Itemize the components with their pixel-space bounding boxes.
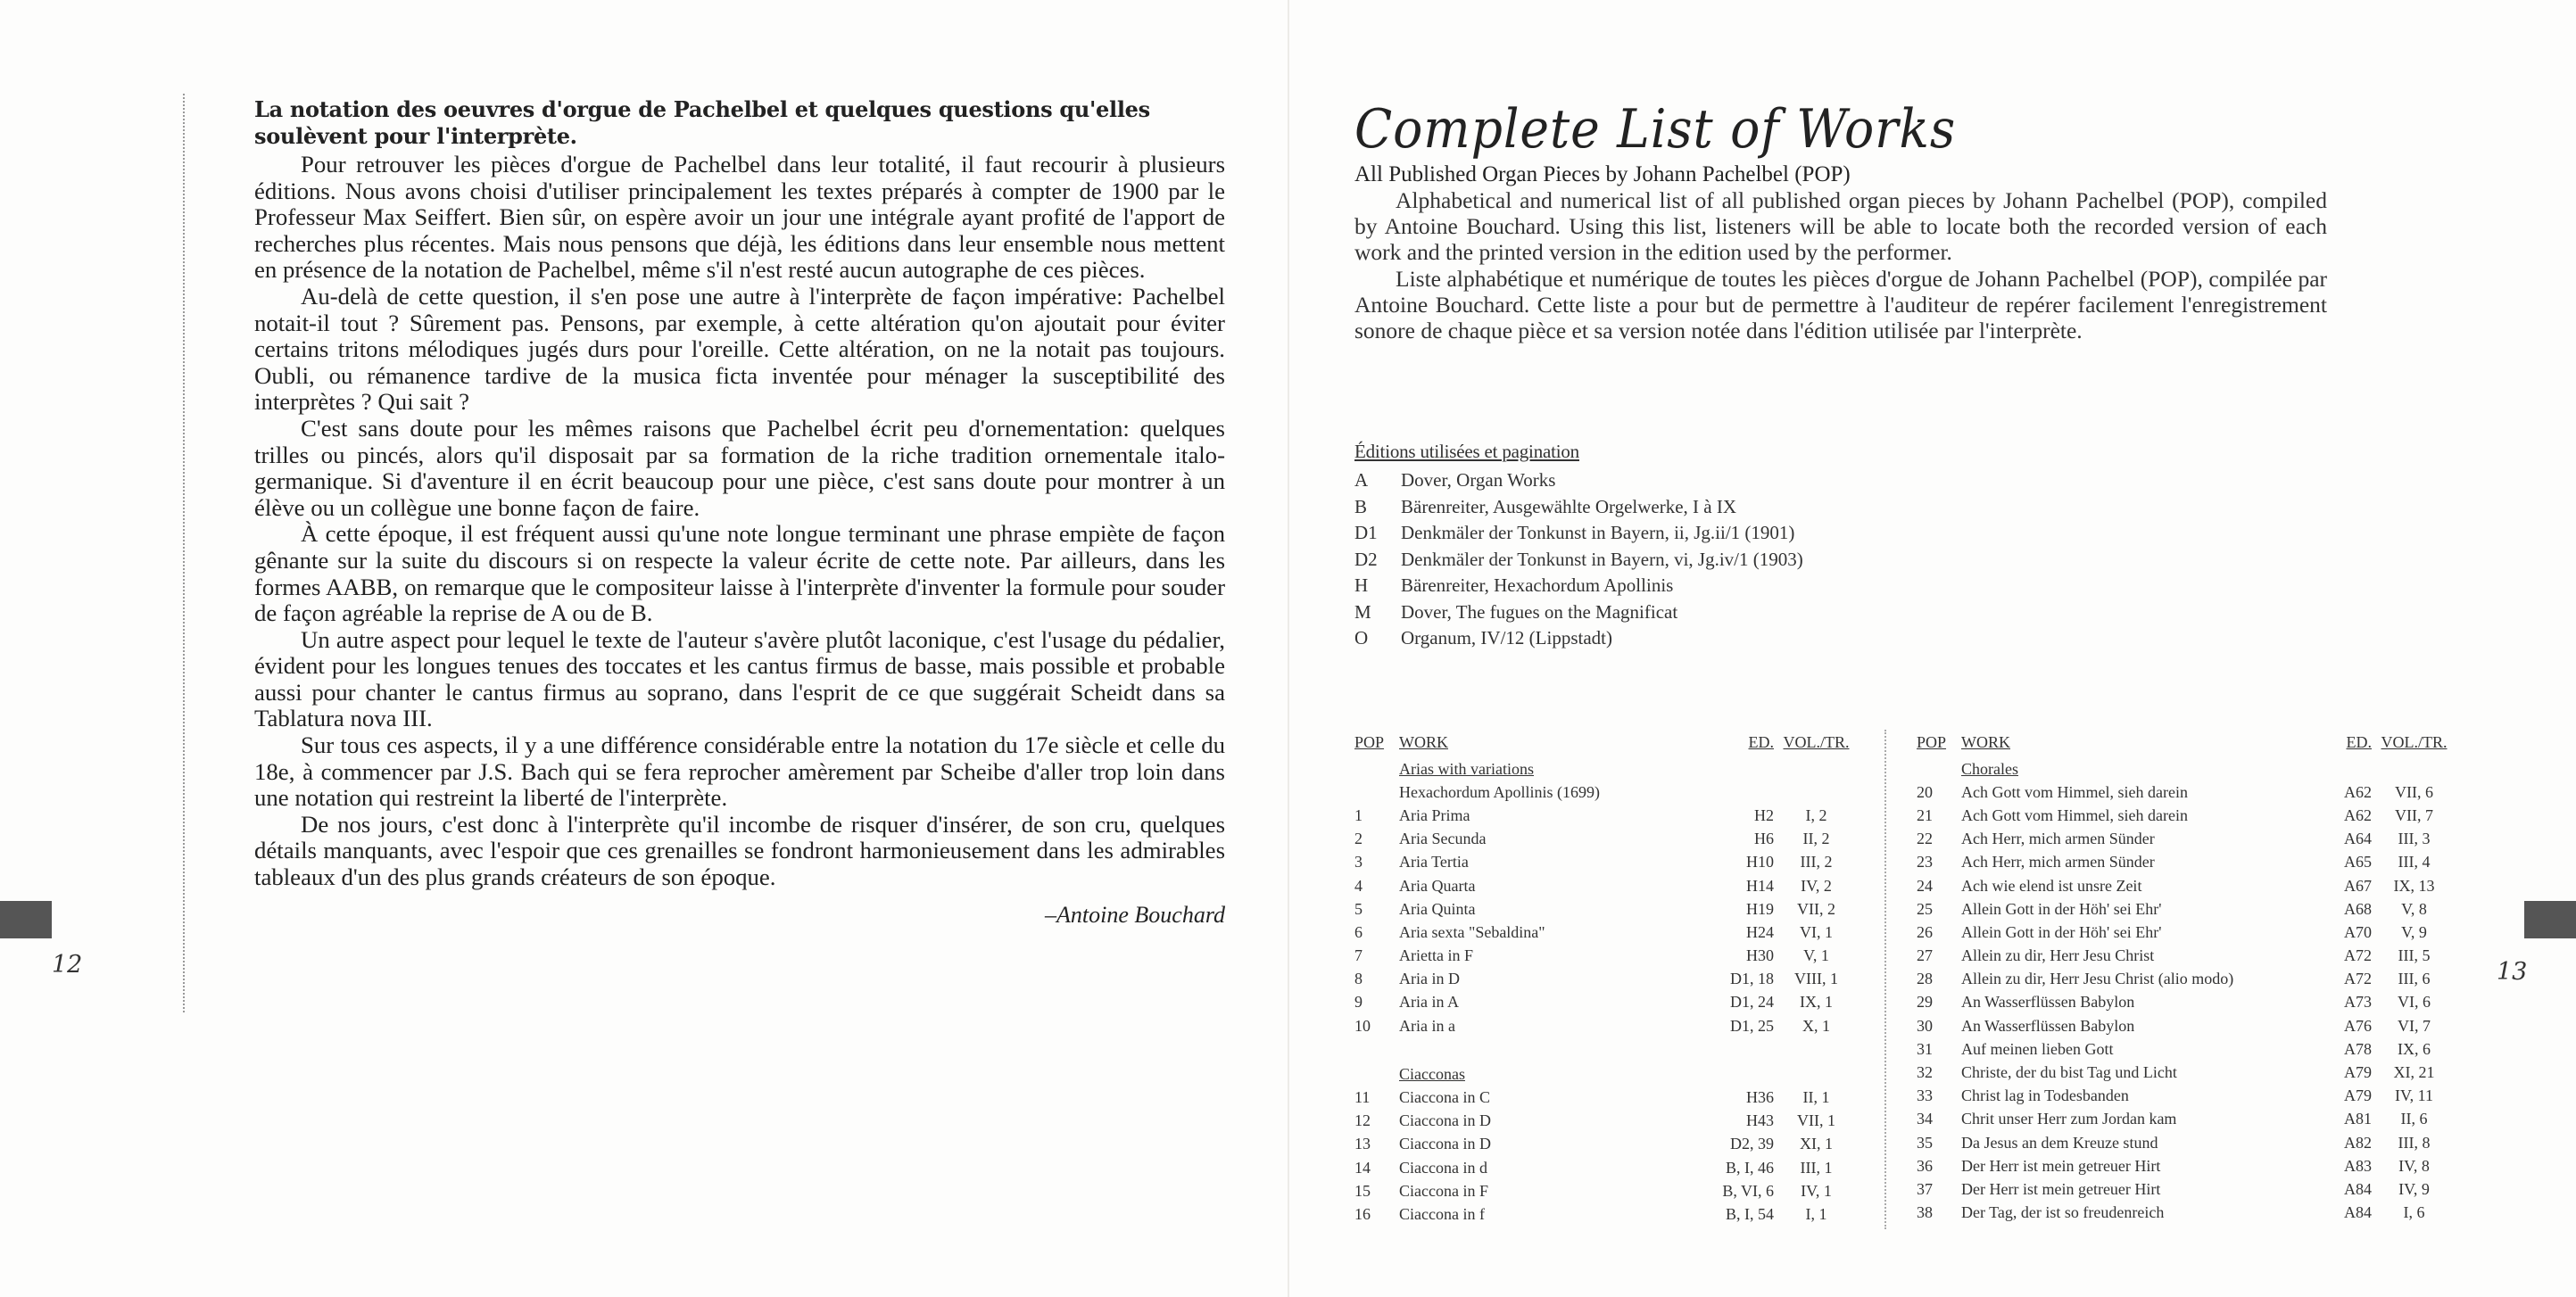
- table-row: [1917, 1061, 2452, 1084]
- volume-track: V, 8: [2401, 899, 2427, 918]
- volume-track: IX, 6: [2398, 1039, 2431, 1058]
- paragraph: C'est sans doute pour les mêmes raisons que Pachelbel écrit peu d'ornementation: quelques trilles ou pincés, alors qu'il disposait par sa formation de la riche tradition ornementale italo-germanique. Si d'aventure il en écrit beaucoup pour une pièce, c'est sans doute pour montrer à un élève ou un collègue une bonne façon de faire.: [254, 414, 1225, 521]
- table-row: [1354, 1014, 1854, 1037]
- pop-number: 8: [1354, 970, 1363, 988]
- left-page-text: [254, 96, 1225, 929]
- table-row: [1917, 781, 2452, 804]
- edition-ref: A67: [2344, 876, 2372, 895]
- edition-ref: A79: [2344, 1086, 2372, 1105]
- left-page-number: 12: [52, 951, 83, 979]
- header-work: WORK: [1961, 733, 2010, 751]
- pop-number: 11: [1354, 1088, 1371, 1107]
- edition-row: [1354, 520, 1979, 547]
- edition-code: M: [1354, 600, 1371, 623]
- pop-number: 4: [1354, 876, 1363, 895]
- table-row: [1917, 804, 2452, 827]
- edition-ref: D2, 39: [1730, 1135, 1774, 1153]
- paragraph: Au-delà de cette question, il s'en pose une autre à l'interprète de façon impérative: Pachelbel notait-il tout ? Sûrement pas. Pensons, par exemple, à cette altération qu'on ajoutait pour éviter certains tritons mélodiques jugés durs pour l'oreille. Cette altération, on ne la notait pas toujours. Oubli, ou rémanence tardive de la musica ficta inventée pour ménager la susceptibilité des interprètes ? Qui sait ?: [254, 282, 1225, 416]
- header-vol: VOL./TR.: [1783, 733, 1850, 751]
- table-row: [1917, 1037, 2452, 1061]
- table-row: [1354, 781, 1854, 804]
- pop-number: 25: [1917, 899, 1933, 918]
- edition-ref: A72: [2344, 970, 2372, 988]
- pop-number: 37: [1917, 1179, 1933, 1198]
- table-row: [1354, 828, 1854, 851]
- edition-description: Dover, The fugues on the Magnificat: [1401, 600, 1678, 623]
- header-ed: ED.: [1748, 733, 1774, 751]
- work-title: Aria Prima: [1399, 805, 1470, 824]
- pop-number: 14: [1354, 1158, 1371, 1177]
- work-title: Allein Gott in der Höh' sei Ehr': [1961, 899, 2162, 918]
- pop-number: 21: [1917, 805, 1933, 824]
- edition-ref: A78: [2344, 1039, 2372, 1058]
- edition-ref: A64: [2344, 830, 2372, 848]
- edition-description: Bärenreiter, Hexachordum Apollinis: [1401, 574, 1674, 596]
- volume-track: II, 6: [2400, 1110, 2428, 1128]
- work-title: Allein zu dir, Herr Jesu Christ: [1961, 946, 2155, 965]
- section-heading: Chorales: [1961, 759, 2018, 778]
- table-row: [1917, 921, 2452, 944]
- table-row: [1354, 1110, 1854, 1133]
- article-heading: La notation des oeuvres d'orgue de Pachelbel et quelques questions qu'elles soulèvent pour l'interprète.: [254, 96, 1150, 149]
- volume-track: IX, 1: [1800, 993, 1833, 1012]
- volume-track: III, 1: [1800, 1158, 1833, 1177]
- edition-ref: A83: [2344, 1156, 2372, 1175]
- pop-number: 15: [1354, 1181, 1371, 1200]
- pop-number: 1: [1354, 805, 1363, 824]
- edition-ref: A79: [2344, 1063, 2372, 1082]
- edition-description: Denkmäler der Tonkunst in Bayern, ii, Jg.ii/1 (1901): [1401, 522, 1795, 543]
- right-page-number: 13: [2497, 958, 2528, 986]
- pop-number: 13: [1354, 1135, 1371, 1153]
- edition-ref: H19: [1746, 899, 1774, 918]
- work-title: Chrit unser Herr zum Jordan kam: [1961, 1110, 2177, 1128]
- table-row: [1354, 945, 1854, 968]
- edition-description: Organum, IV/12 (Lippstadt): [1401, 627, 1612, 648]
- pop-number: 35: [1917, 1133, 1933, 1152]
- work-title: Christ lag in Todesbanden: [1961, 1086, 2129, 1105]
- edition-code: A: [1354, 469, 1369, 491]
- table-row: [1354, 851, 1854, 874]
- pop-number: 33: [1917, 1086, 1933, 1105]
- right-page-intro: [1354, 98, 2327, 343]
- pop-number: 27: [1917, 946, 1933, 965]
- table-row: [1354, 757, 1854, 781]
- section-heading: Arias with variations: [1399, 759, 1534, 778]
- work-title: Allein Gott in der Höh' sei Ehr': [1961, 922, 2162, 941]
- table-row: [1917, 874, 2452, 897]
- edition-code: B: [1354, 495, 1368, 517]
- right-page-tab: [2524, 901, 2576, 938]
- table-row: [1354, 921, 1854, 944]
- work-title: Ach Gott vom Himmel, sieh darein: [1961, 805, 2188, 824]
- edition-ref: H6: [1754, 830, 1774, 848]
- table-row: [1917, 1014, 2452, 1037]
- paragraph: À cette époque, il est fréquent aussi qu'une note longue terminant une phrase empiète de façon gênante sur la suite du discours si on respecte la valeur écrite de cette note. Par ailleurs, dans les formes AABB, on remarque que le compositeur laisse à l'interprète d'inventer la formule pour souder de façon agréable la reprise de A ou de B.: [254, 520, 1225, 627]
- edition-row: [1354, 467, 1979, 494]
- work-title: Der Herr ist mein getreuer Hirt: [1961, 1156, 2161, 1175]
- edition-row: [1354, 494, 1979, 521]
- pop-number: 20: [1917, 782, 1933, 801]
- header-pop: POP: [1917, 733, 1947, 751]
- table-row: [1354, 1156, 1854, 1179]
- table-row: [1354, 874, 1854, 897]
- work-title: Auf meinen lieben Gott: [1961, 1039, 2114, 1058]
- edition-ref: H43: [1746, 1111, 1774, 1130]
- table-row: [1917, 1108, 2452, 1131]
- table-row: [1354, 1179, 1854, 1202]
- volume-track: III, 4: [2398, 853, 2431, 872]
- table-row: [1354, 897, 1854, 921]
- work-title: Christe, der du bist Tag und Licht: [1961, 1063, 2177, 1082]
- edition-ref: A81: [2344, 1110, 2372, 1128]
- work-title: Aria Secunda: [1399, 830, 1487, 848]
- work-title: Aria Quarta: [1399, 876, 1476, 895]
- volume-track: V, 1: [1803, 946, 1829, 965]
- volume-track: III, 2: [1800, 853, 1833, 872]
- work-title: Aria in A: [1399, 993, 1459, 1012]
- page-gutter: [1288, 0, 1289, 1297]
- edition-ref: A76: [2344, 1016, 2372, 1035]
- volume-track: VI, 7: [2398, 1016, 2431, 1035]
- volume-track: VII, 2: [1797, 899, 1835, 918]
- work-title: Ach Herr, mich armen Sünder: [1961, 853, 2155, 872]
- table-row: [1917, 968, 2452, 991]
- edition-ref: H14: [1746, 876, 1774, 895]
- left-page-tab: [0, 901, 52, 938]
- work-title: Aria in D: [1399, 970, 1460, 988]
- work-title: Ach Gott vom Himmel, sieh darein: [1961, 782, 2188, 801]
- pop-number: 26: [1917, 922, 1933, 941]
- table-row: [1354, 968, 1854, 991]
- pop-number: 22: [1917, 830, 1933, 848]
- volume-track: X, 1: [1802, 1016, 1830, 1035]
- pop-number: 32: [1917, 1063, 1933, 1082]
- volume-track: I, 6: [2403, 1203, 2425, 1222]
- work-title: Hexachordum Apollinis (1699): [1399, 782, 1600, 801]
- edition-code: H: [1354, 574, 1369, 596]
- table-row: [1354, 1133, 1854, 1156]
- edition-ref: A84: [2344, 1179, 2372, 1198]
- work-title: Ciaccona in D: [1399, 1135, 1491, 1153]
- work-title: Arietta in F: [1399, 946, 1473, 965]
- work-title: Aria sexta "Sebaldina": [1399, 922, 1545, 941]
- edition-code: D2: [1354, 548, 1378, 570]
- left-margin-rule: [183, 94, 185, 1012]
- pop-number: 7: [1354, 946, 1363, 965]
- work-title: Ciaccona in C: [1399, 1088, 1490, 1107]
- pop-number: 31: [1917, 1039, 1933, 1058]
- pop-number: 24: [1917, 876, 1933, 895]
- volume-track: IV, 1: [1801, 1181, 1832, 1200]
- pop-number: 36: [1917, 1156, 1933, 1175]
- edition-ref: H36: [1746, 1088, 1774, 1107]
- paragraph: Alphabetical and numerical list of all published organ pieces by Johann Pachelbel (POP), compiled by Antoine Bouchard. Using this list, listeners will be able to locate both the recorded version of each work and the printed version in the edition used by the performer.: [1354, 187, 2327, 266]
- work-title: Der Tag, der ist so freudenreich: [1961, 1203, 2165, 1222]
- table-row: [1917, 1154, 2452, 1177]
- volume-track: III, 8: [2398, 1133, 2431, 1152]
- header-vol: VOL./TR.: [2381, 733, 2448, 751]
- table-row: [1354, 1202, 1854, 1226]
- editions-title: Éditions utilisées et pagination: [1354, 441, 1579, 462]
- table-spacer: [1354, 1037, 1854, 1062]
- edition-ref: D1, 18: [1730, 970, 1774, 988]
- pop-number: 2: [1354, 830, 1363, 848]
- volume-track: VII, 6: [2395, 782, 2433, 801]
- table-row: [1917, 991, 2452, 1014]
- works-table-right: [1917, 733, 2452, 1225]
- volume-track: IV, 2: [1801, 876, 1832, 895]
- edition-row: [1354, 547, 1979, 574]
- table-row: [1917, 897, 2452, 921]
- volume-track: IV, 11: [2394, 1086, 2433, 1105]
- table-row: [1917, 851, 2452, 874]
- table-row: [1917, 1202, 2452, 1225]
- pop-number: 28: [1917, 970, 1933, 988]
- volume-track: III, 5: [2398, 946, 2431, 965]
- work-title: Aria Tertia: [1399, 853, 1469, 872]
- edition-code: O: [1354, 627, 1369, 648]
- volume-track: VII, 1: [1797, 1111, 1835, 1130]
- volume-track: XI, 1: [1800, 1135, 1833, 1153]
- author-signature: –Antoine Bouchard: [1045, 901, 1225, 928]
- edition-ref: D1, 24: [1730, 993, 1774, 1012]
- table-row: [1917, 828, 2452, 851]
- table-row: [1917, 1085, 2452, 1108]
- edition-row: [1354, 599, 1979, 626]
- pop-number: 5: [1354, 899, 1363, 918]
- table-row: [1354, 991, 1854, 1014]
- table-row: [1354, 1086, 1854, 1109]
- volume-track: VIII, 1: [1794, 970, 1838, 988]
- paragraph: De nos jours, c'est donc à l'interprète qu'il incombe de risquer d'insérer, de son cru, quelques détails manquants, avec l'espoir que ces grenailles se fondront harmonieusement dans les admirables tableaux d'un des plus grands créateurs de son époque.: [254, 810, 1225, 891]
- pop-number: 29: [1917, 993, 1933, 1012]
- table-row: [1917, 757, 2452, 781]
- volume-track: VI, 1: [1800, 922, 1833, 941]
- pop-number: 16: [1354, 1204, 1371, 1223]
- section-heading: Ciacconas: [1399, 1064, 1465, 1083]
- edition-description: Dover, Organ Works: [1401, 469, 1556, 491]
- volume-track: IV, 8: [2398, 1156, 2430, 1175]
- pop-number: 9: [1354, 993, 1363, 1012]
- edition-description: Denkmäler der Tonkunst in Bayern, vi, Jg.iv/1 (1903): [1401, 548, 1803, 570]
- paragraph: Un autre aspect pour lequel le texte de l'auteur s'avère plutôt laconique, c'est l'usage du pédalier, évident pour les longues tenues des toccates et les cantus firmus de basse, mais possible et probable aussi pour chanter le cantus firmus au soprano, dans l'esprit de ce que suggérait Scheidt dans sa Tablatura nova III.: [254, 625, 1225, 732]
- volume-track: IV, 9: [2398, 1179, 2430, 1198]
- edition-ref: A84: [2344, 1203, 2372, 1222]
- page-subtitle: All Published Organ Pieces by Johann Pachelbel (POP): [1354, 162, 1851, 186]
- edition-ref: A68: [2344, 899, 2372, 918]
- works-table-left: [1354, 733, 1854, 1227]
- work-title: An Wasserflüssen Babylon: [1961, 1016, 2135, 1035]
- editions-list: [1354, 441, 1979, 652]
- pop-number: 10: [1354, 1016, 1371, 1035]
- pop-number: 38: [1917, 1203, 1933, 1222]
- edition-ref: A82: [2344, 1133, 2372, 1152]
- edition-ref: A70: [2344, 922, 2372, 941]
- header-work: WORK: [1399, 733, 1448, 751]
- paragraph: Sur tous ces aspects, il y a une différence considérable entre la notation du 17e siècle et celle du 18e, à commencer par J.S. Bach qui se fera reprocher amèrement par Scheibe d'aller trop loin dans une notation qui restreint la liberté de l'interprète.: [254, 731, 1225, 812]
- volume-track: II, 2: [1802, 830, 1830, 848]
- work-title: Ach Herr, mich armen Sünder: [1961, 830, 2155, 848]
- pop-number: 34: [1917, 1110, 1933, 1128]
- volume-track: I, 2: [1805, 805, 1827, 824]
- volume-track: VII, 7: [2395, 805, 2433, 824]
- table-header: [1354, 733, 1854, 757]
- edition-ref: A62: [2344, 782, 2372, 801]
- pop-number: 3: [1354, 853, 1363, 872]
- edition-ref: B, I, 46: [1726, 1158, 1774, 1177]
- volume-track: II, 1: [1802, 1088, 1830, 1107]
- edition-ref: A65: [2344, 853, 2372, 872]
- volume-track: III, 3: [2398, 830, 2431, 848]
- work-title: Ciaccona in d: [1399, 1158, 1487, 1177]
- work-title: An Wasserflüssen Babylon: [1961, 993, 2135, 1012]
- volume-track: IX, 13: [2393, 876, 2435, 895]
- table-row: [1354, 804, 1854, 827]
- volume-track: III, 6: [2398, 970, 2431, 988]
- table-header: [1917, 733, 2452, 757]
- work-title: Der Herr ist mein getreuer Hirt: [1961, 1179, 2161, 1198]
- edition-description: Bärenreiter, Ausgewählte Orgelwerke, I à IX: [1401, 495, 1737, 517]
- paragraph: Liste alphabétique et numérique de toutes les pièces d'orgue de Johann Pachelbel (POP), compilée par Antoine Bouchard. Cette liste a pour but de permettre à l'auditeur de repérer facilement l'enregistrement sonore de chaque pièce et sa version notée dans l'édition utilisée par l'interprète.: [1354, 265, 2327, 344]
- volume-track: VI, 6: [2398, 993, 2431, 1012]
- table-row: [1917, 1177, 2452, 1201]
- edition-ref: B, I, 54: [1726, 1204, 1774, 1223]
- work-title: Aria in a: [1399, 1016, 1455, 1035]
- volume-track: I, 1: [1805, 1204, 1827, 1223]
- edition-ref: A73: [2344, 993, 2372, 1012]
- edition-ref: B, VI, 6: [1722, 1181, 1774, 1200]
- pop-number: 12: [1354, 1111, 1371, 1130]
- header-ed: ED.: [2346, 733, 2372, 751]
- edition-ref: A62: [2344, 805, 2372, 824]
- pop-number: 23: [1917, 853, 1933, 872]
- work-title: Aria Quinta: [1399, 899, 1476, 918]
- edition-ref: A72: [2344, 946, 2372, 965]
- work-title: Ciaccona in f: [1399, 1204, 1485, 1223]
- work-title: Ciaccona in D: [1399, 1111, 1491, 1130]
- work-title: Ciaccona in F: [1399, 1181, 1488, 1200]
- volume-track: XI, 21: [2393, 1063, 2435, 1082]
- work-title: Allein zu dir, Herr Jesu Christ (alio modo): [1961, 970, 2234, 988]
- paragraph: Pour retrouver les pièces d'orgue de Pachelbel dans leur totalité, il faut recourir à plusieurs éditions. Nous avons choisi d'utiliser principalement les textes préparés à compter de 1900 par le Professeur Max Seiffert. Bien sûr, on espère avoir un jour une intégrale ayant profité de l'apport de recherches plus récentes. Mais nous pensons que déjà, les éditions dans leur ensemble nous mettent en présence de la notation de Pachelbel, même s'il n'est resté aucun autographe de ces pièces.: [254, 151, 1225, 284]
- table-row: [1917, 945, 2452, 968]
- edition-row: [1354, 573, 1979, 599]
- header-pop: POP: [1354, 733, 1385, 751]
- edition-row: [1354, 625, 1979, 652]
- work-title: Da Jesus an dem Kreuze stund: [1961, 1133, 2158, 1152]
- edition-ref: H30: [1746, 946, 1774, 965]
- edition-code: D1: [1354, 522, 1378, 543]
- work-title: Ach wie elend ist unsre Zeit: [1961, 876, 2142, 895]
- pop-number: 6: [1354, 922, 1363, 941]
- table-row: [1354, 1062, 1854, 1086]
- page-title: Complete List of Works: [1354, 98, 1957, 161]
- edition-ref: H24: [1746, 922, 1774, 941]
- pop-number: 30: [1917, 1016, 1933, 1035]
- edition-ref: H2: [1754, 805, 1774, 824]
- table-column-rule: [1884, 730, 1886, 1229]
- volume-track: V, 9: [2401, 922, 2427, 941]
- table-row: [1917, 1131, 2452, 1154]
- edition-ref: D1, 25: [1730, 1016, 1774, 1035]
- edition-ref: H10: [1746, 853, 1774, 872]
